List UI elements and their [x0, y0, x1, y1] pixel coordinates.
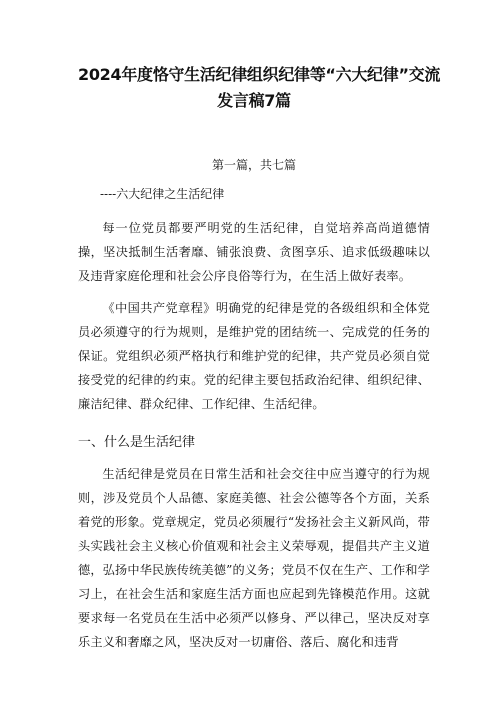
paragraph-1: 每一位党员都要严明党的生活纪律，自觉培养高尚道德情操，坚决抵制生活奢靡、铺张浪费、贪图享乐、追求低级趣味以及违背家庭伦理和社会公序良俗等行为，在生活上做好表率。: [78, 221, 430, 283]
part-label: 第一篇，共七篇: [211, 158, 296, 172]
section-heading: 一、什么是生活纪律: [78, 435, 196, 450]
subtitle: ----六大纪律之生活纪律: [100, 187, 225, 201]
paragraph-2: 《中国共产党章程》明确党的纪律是党的各级组织和全体党员必须遵守的行为规则，是维护党的团结统一、完成党的任务的保证。党组织必须严格执行和维护党的纪律，共产党员必须自觉接受党的纪律的约束。党的纪律主要包括政治纪律、组织纪律、廉洁纪律、群众纪律、工作纪律、生活纪律。: [78, 301, 430, 411]
document-title: [78, 0, 441, 114]
title-line-1: 2024年度恪守生活纪律组织纪律等“六大纪律”交流: [78, 65, 441, 84]
section-paragraph: 生活纪律是党员在日常生活和社会交往中应当遵守的行为规则，涉及党员个人品德、家庭美德、社会公德等各个方面，关系着党的形象。党章规定，党员必须履行“发扬社会主义新风尚，带头实践社会主义核心价值观和社会主义荣辱观，提倡共产主义道德，弘扬中华民族传统美德”的义务；党员不仅在生产、工作和学习上，在社会生活和家庭生活方面也应起到先锋模范作用。这就要求每一名党员在生活中必须严以修身、严以律己，坚决反对享乐主义和奢靡之风，坚决反对一切庸俗、落后、腐化和违背: [78, 467, 430, 649]
title-line-2: 发言稿7篇: [217, 91, 291, 110]
